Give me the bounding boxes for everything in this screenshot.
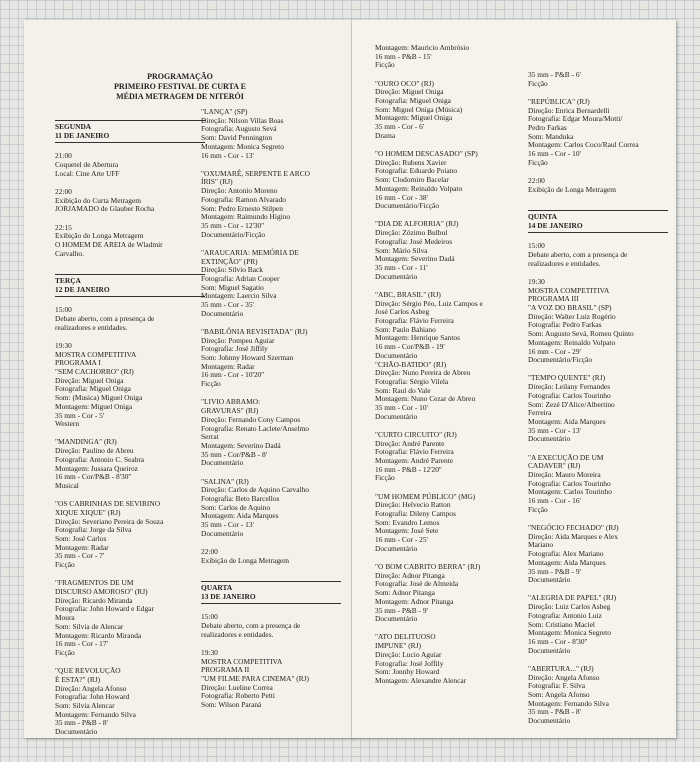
program-entry	[528, 242, 668, 268]
entry-line: Direção: Miguel Oniga	[375, 87, 444, 97]
program-entry	[201, 649, 341, 710]
entry-line: XIQUE XIQUE" (RJ)	[55, 507, 121, 517]
entry-line: 19:30	[201, 647, 218, 657]
entry-line: "O BOM CABRITO BERRA" (RJ)	[375, 562, 481, 572]
entry-line: Documentário	[375, 411, 418, 421]
entry-line: Ficção	[528, 504, 548, 514]
day-header	[528, 204, 668, 233]
entry-line: "UM HOMEM PÚBLICO" (MG)	[375, 491, 476, 501]
entry-line: Direção: Nilson Villas Boas	[201, 115, 284, 125]
program-sheet-right	[352, 20, 676, 738]
entry-line: "LANÇA" (SP)	[201, 107, 248, 116]
entry-line: Som: Zezé D'Alice/Albertino	[528, 399, 615, 409]
program-entry	[375, 150, 520, 211]
entry-line: 16 mm - Cor - 8'30''	[528, 636, 588, 646]
entry-line: Western	[55, 419, 80, 429]
entry-line: Montagem: Radar	[201, 361, 255, 371]
entry-line: Direção: Luiz Carlos Asbeg	[528, 602, 611, 612]
entry-line: José Carlos Asbeg	[375, 307, 430, 317]
entry-line: Direção: Sérgio Péo, Luiz Campos e	[375, 298, 483, 308]
entry-line: Exibição do Curta Metragem	[55, 195, 141, 205]
entry-line: Ferreira	[528, 408, 552, 418]
entry-line: Som: Jonnhy Howard	[375, 667, 440, 677]
entry-line: Som: Raul do Vale	[375, 385, 431, 395]
entry-line: Documentário	[201, 458, 244, 468]
entry-line: Montagem: Miguel Oniga	[375, 113, 453, 123]
program-entry	[528, 177, 668, 194]
entry-line: Direção: Antonio Moreno	[201, 186, 278, 196]
entry-line: 35 mm - Cor - 6'	[375, 122, 425, 132]
entry-line: 22:00	[55, 187, 72, 197]
program-entry	[375, 563, 520, 624]
entry-line: QUARTA	[201, 582, 233, 592]
entry-line: Fotografia: Jorge da Silva	[55, 525, 132, 535]
entry-line: Fotografia: Dileny Campos	[375, 509, 456, 519]
entry-line: Som: José Carlos	[55, 534, 107, 544]
program-entry	[55, 306, 205, 332]
program-entry	[55, 579, 205, 657]
program-entry	[528, 278, 668, 365]
program-entry	[375, 291, 520, 422]
program-entry	[55, 188, 205, 214]
entry-line: Montagem: Carlos Coco/Raul Correa	[528, 140, 639, 150]
program-entry	[528, 374, 668, 444]
entry-line: 35 mm - P&B - 9'	[375, 605, 428, 615]
entry-line: Direção: André Parente	[375, 438, 445, 448]
entry-line: 16 mm - Cor - 10'	[528, 149, 581, 159]
entry-line: 16 mm - Cor - 38'	[375, 192, 428, 202]
entry-line: Direção: Ricardo Miranda	[55, 595, 133, 605]
entry-line: 35 mm - P&B - 6'	[528, 70, 581, 79]
entry-line: 35 mm - P&B - 9'	[528, 566, 581, 576]
program-entry	[201, 328, 341, 389]
entry-line: 15:00	[528, 241, 545, 251]
entry-line: Ficção	[528, 157, 548, 167]
entry-line: Montagem: Henrique Santos	[375, 333, 460, 343]
entry-line: "TEMPO QUENTE" (RJ)	[528, 373, 606, 383]
entry-line: "FRAGMENTOS DE UM	[55, 578, 134, 588]
entry-line: GRAVURAS" (RJ)	[201, 406, 259, 416]
entry-line: Fotografia: Antonio C. Seabra	[55, 454, 145, 464]
program-entry	[528, 594, 668, 655]
entry-line: 35 mm - Cor - 35'	[201, 300, 254, 310]
entry-line: 22:15	[55, 222, 72, 232]
entry-line: "QUE REVOLUÇÃO	[55, 666, 121, 676]
entry-line: Fotografia: José de Almeida	[375, 579, 459, 589]
entry-line: "MANDINGA" (RJ)	[55, 437, 117, 447]
entry-line: Documentário	[528, 716, 571, 726]
entry-line: 35 mm - Cor - 7'	[55, 551, 105, 561]
entry-line: EXTINÇÃO" (PR)	[201, 256, 258, 266]
entry-line: "ABC, BRASIL" (RJ)	[375, 289, 441, 299]
program-entry	[201, 613, 341, 639]
entry-line: "CURTO CIRCUITO" (RJ)	[375, 429, 457, 439]
entry-line: "ATO DELITUOSO	[375, 632, 436, 642]
entry-line: 35 mm - Cor - 12'30''	[201, 220, 264, 230]
entry-line: 13 DE JANEIRO	[201, 591, 256, 601]
day-header	[55, 114, 205, 143]
entry-line: Som: Miguel Oniga (Música)	[375, 104, 463, 114]
entry-line: Som: Silvia Alencar	[55, 700, 115, 710]
entry-line: Fotografia: Edgar Moura/Motti/	[528, 114, 623, 124]
entry-line: Coquetel de Abertura	[55, 160, 119, 170]
entry-line: 16 mm - P&B - 15'	[375, 51, 432, 61]
entry-line: Som: Augusto Sevá, Romeu Quinto	[528, 329, 634, 339]
entry-line: Fotografia: Roberto Petti	[201, 691, 275, 701]
program-entry	[201, 170, 341, 240]
entry-line: Direção: Angela Afonso	[528, 672, 600, 682]
entry-line: Ficção	[375, 60, 395, 70]
entry-line: "REPÚBLICA" (RJ)	[528, 96, 590, 106]
entry-line: Montagem: Jussara Queiroz	[55, 463, 138, 473]
entry-line: 35 mm - P&B - 8'	[55, 718, 108, 728]
entry-line: Documentário	[528, 434, 571, 444]
entry-line: TERÇA	[55, 275, 81, 285]
entry-line: "SEM CACHORRO" (RJ)	[55, 367, 134, 377]
entry-line: 16 mm - Cor - 13'	[201, 150, 254, 160]
entry-line: ÍRIS" (RJ)	[201, 177, 233, 187]
entry-line: Montagem: André Parente	[375, 456, 453, 466]
entry-line: Fotografia: José Medeiros	[375, 236, 453, 246]
entry-line: Fotografia: Carlos Tourinho	[528, 478, 611, 488]
day-header	[55, 268, 205, 297]
entry-line: 12 DE JANEIRO	[55, 284, 110, 294]
entry-line: Direção: Helvecio Ratton	[375, 500, 451, 510]
entry-line: Montagem: Adnor Pitanga	[375, 596, 454, 606]
entry-line: Montagem: Fernando Silva	[55, 709, 136, 719]
entry-line: Som: Miguel Sagatio	[201, 282, 264, 292]
entry-line: Fotografia: John Howard	[55, 692, 130, 702]
entry-line: Ficção	[528, 78, 548, 88]
title-line: MÉDIA METRAGEM DE NITERÓI	[116, 92, 244, 101]
entry-line: Documentário	[55, 727, 98, 737]
entry-line: JORJAMADO de Glauber Rocha	[55, 204, 155, 214]
entry-line: Exibição de Longa Metragem	[201, 555, 290, 565]
entry-line: Montagem: Severino Dadá	[375, 254, 455, 264]
entry-line: Documentário	[375, 350, 418, 360]
entry-line: Ficção	[375, 473, 395, 483]
entry-line: 21:00	[55, 151, 72, 161]
entry-line: 22:00	[528, 176, 545, 186]
entry-line: Montagem: Laercio Silva	[201, 291, 277, 301]
entry-line: "UM FILME PARA CINEMA" (RJ)	[201, 673, 310, 683]
entry-line: "OS CABRINHAS DE SEVIRINO	[55, 499, 161, 509]
entry-line: Direção: Leilany Fernandes	[528, 382, 611, 392]
entry-line: "ALEGRIA DE PAPEL" (RJ)	[528, 593, 617, 603]
entry-line: Documentário/Ficção	[201, 229, 266, 239]
entry-line: MOSTRA COMPETITIVA	[55, 349, 137, 359]
program-column-4	[528, 71, 668, 735]
entry-line: 35 mm - P&B - 8'	[528, 707, 581, 717]
program-entry	[55, 667, 205, 737]
entry-line: Fotografia: John Howard e Edgar	[55, 604, 154, 614]
program-entry	[528, 98, 668, 168]
entry-line: Fotografia: Miguel Oniga	[375, 96, 451, 106]
entry-line: PROGRAMA III	[528, 294, 579, 304]
column-2-body	[201, 108, 341, 710]
entry-line: Direção: Walter Luiz Rogério	[528, 311, 616, 321]
entry-line: Montagem: Fernando Silva	[528, 698, 609, 708]
entry-line: Fotografia: Augusto Sevá	[201, 124, 277, 134]
entry-line: realizadores e entidades.	[55, 322, 128, 332]
entry-line: Exibição de Longa Metragem	[528, 184, 617, 194]
entry-line: Documentário	[528, 645, 571, 655]
entry-line: Exibição do Longa Metragem	[55, 231, 144, 241]
program-entry	[375, 44, 520, 70]
entry-line: "LIVIO ABRAMO:	[201, 397, 261, 407]
entry-line: Debate aberto, com a presença de	[528, 250, 628, 260]
entry-line: Som: Angela Afonso	[528, 689, 590, 699]
program-entry	[55, 152, 205, 178]
entry-line: 16 mm - Cor/P&B - 19'	[375, 342, 445, 352]
entry-line: CADAVER" (RJ)	[528, 461, 581, 471]
entry-line: realizadores e entidades.	[528, 258, 601, 268]
entry-line: Fotografia: José Joffily	[375, 658, 444, 668]
entry-line: Montagem: Ricardo Miranda	[55, 630, 142, 640]
entry-line: 16 mm - Cor - 16'	[528, 496, 581, 506]
entry-line: Direção: Fernando Cony Campos	[201, 414, 301, 424]
entry-line: IMPUNE" (RJ)	[375, 641, 421, 651]
entry-line: MOSTRA COMPETITIVA	[528, 285, 610, 295]
entry-line: Musical	[55, 481, 79, 490]
entry-line: Montagem: Alexandre Alencar	[375, 676, 467, 685]
entry-line: Montagem: Aida Marques	[528, 417, 606, 426]
entry-line: MOSTRA COMPETITIVA	[201, 656, 283, 666]
entry-line: Direção: Adnor Pitanga	[375, 570, 445, 580]
entry-line: 19:30	[528, 276, 545, 286]
entry-line: Fotografia: Pedro Farkas	[528, 320, 602, 330]
program-entry	[375, 431, 520, 483]
entry-line: Som: Clodomiro Bacelar	[375, 175, 449, 185]
program-entry	[55, 224, 205, 259]
entry-line: Direção: Silvio Back	[201, 265, 263, 275]
program-entry	[528, 524, 668, 585]
entry-line: Debate aberto, com a presença de	[55, 314, 155, 324]
title-line: PROGRAMAÇÃO	[147, 72, 213, 81]
entry-line: Som: Johnny Howard Szerman	[201, 353, 294, 363]
entry-line: Direção: Zózimo Bulbul	[375, 228, 448, 238]
program-entry	[201, 398, 341, 468]
entry-line: Montagem: Monica Segreto	[201, 141, 284, 151]
column-4-body	[528, 71, 668, 726]
entry-line: PROGRAMA I	[55, 358, 101, 368]
entry-line: Pedro Farkas	[528, 123, 567, 133]
entry-line: Fotografia: Eduardo Poiano	[375, 166, 458, 176]
entry-line: Montagem: Reinaldo Volpato	[375, 183, 463, 193]
entry-line: Documentário	[528, 575, 571, 585]
entry-line: 35 mm - Cor - 11'	[375, 262, 428, 272]
entry-line: Direção: Lueline Correa	[201, 682, 273, 692]
entry-line: Mariano	[528, 540, 554, 550]
entry-line: "A VOZ DO BRASIL" (SP)	[528, 303, 612, 313]
entry-line: Documentário	[201, 528, 244, 538]
program-entry	[375, 493, 520, 554]
program-entry	[375, 633, 520, 685]
entry-line: Serrat	[201, 432, 219, 442]
entry-line: Fotografia: Adrian Cooper	[201, 273, 280, 283]
entry-line: DISCURSO AMOROSO" (RJ)	[55, 587, 148, 597]
title-line: PRIMEIRO FESTIVAL DE CURTA E	[114, 82, 246, 91]
entry-line: Fotografia: Antonio Luiz	[528, 610, 602, 620]
entry-line: Direção: Nuno Pereira de Abreu	[375, 368, 471, 378]
entry-line: Som: Silvia de Alencar	[55, 621, 124, 631]
entry-line: Ficção	[201, 379, 221, 389]
program-entry	[375, 220, 520, 281]
program-entry	[201, 108, 341, 160]
program-entry	[528, 71, 668, 88]
column-1-body	[55, 114, 205, 737]
entry-line: Direção: Miguel Oniga	[55, 375, 124, 385]
entry-line: Montagem: Monica Segreto	[528, 628, 611, 638]
day-header	[201, 575, 341, 604]
entry-line: 11 DE JANEIRO	[55, 130, 110, 140]
entry-line: Fotografia: Alex Mariano	[528, 549, 604, 559]
entry-line: Montagem: Miguel Oniga	[55, 401, 133, 411]
entry-line: 14 DE JANEIRO	[528, 220, 583, 230]
entry-line: Fotografia: Beto Barcellos	[201, 493, 280, 503]
entry-line: Montagem: Aida Marques	[528, 557, 606, 567]
entry-line: Fotografia: F. Silva	[528, 681, 586, 691]
entry-line: Direção: Enrica Bernardelli	[528, 105, 610, 115]
entry-line: Direção: Severiano Pereira de Souza	[55, 516, 164, 526]
program-entry	[55, 438, 205, 490]
program-entry	[375, 80, 520, 141]
entry-line: Drama	[375, 130, 396, 140]
entry-line: Montagem: Carlos Tourinho	[528, 487, 612, 497]
entry-line: "CHÃO-BATIDO" (RJ)	[375, 359, 447, 369]
entry-line: "NEGÓCIO FECHADO" (RJ)	[528, 523, 619, 533]
entry-line: Documentário/Ficção	[528, 355, 593, 365]
entry-line: "OXUMARÊ, SERPENTE E ARCO	[201, 168, 310, 178]
entry-line: Som: Evandro Lemos	[375, 517, 440, 527]
entry-line: 22:00	[201, 546, 218, 556]
entry-line: Documentário/Ficção	[375, 201, 440, 211]
entry-line: 16 mm - Cor - 10'20''	[201, 370, 264, 380]
entry-line: Direção: Aida Marques e Alex	[528, 531, 618, 541]
entry-line: "ARAUCARIA: MEMÓRIA DE	[201, 247, 299, 257]
entry-line: "SALINA" (RJ)	[201, 476, 249, 486]
entry-line: "OURO OCO" (RJ)	[375, 78, 435, 88]
entry-line: Som: Wilson Paraná	[201, 700, 262, 710]
entry-line: Direção: Mauro Moreira	[528, 470, 601, 480]
entry-line: Som: Cristiano Maciel	[528, 619, 595, 629]
entry-line: Som: Pedro Ernesto Stilpen	[201, 203, 283, 213]
program-entry	[201, 249, 341, 319]
entry-line: Direção: Angela Afonso	[55, 683, 127, 693]
entry-line: 15:00	[201, 612, 218, 622]
entry-line: Documentário	[375, 271, 418, 281]
entry-line: Montagem: Mauricio Ambrósio	[375, 43, 470, 52]
entry-line: Direção: Pompeu Aguiar	[201, 335, 275, 345]
entry-line: Carvalho.	[55, 248, 84, 258]
entry-line: "BABILÔNIA REVISITADA" (RJ)	[201, 326, 308, 336]
entry-line: Montagem: Severino Dadá	[201, 440, 281, 450]
entry-line: 16 mm - Cor - 25'	[375, 535, 428, 545]
entry-line: Fotografia: Sérgio Vilela	[375, 376, 449, 386]
entry-line: Fotografia: Renato Laclete/Anselmo	[201, 423, 309, 433]
entry-line: Som: Mário Silva	[375, 245, 428, 255]
entry-line: 35 mm - Cor - 13'	[201, 520, 254, 530]
program-entry	[201, 478, 341, 539]
entry-line: Documentário	[375, 543, 418, 553]
entry-line: Fotografia: Carlos Tourinho	[528, 390, 611, 400]
entry-line: 16 mm - P&B - 12'20''	[375, 464, 442, 474]
entry-line: Documentário	[201, 308, 244, 318]
program-entry	[528, 454, 668, 515]
entry-line: "O HOMEM DESCASADO" (SP)	[375, 149, 478, 159]
entry-line: 16 mm - Cor - 29'	[528, 346, 581, 356]
entry-line: "ABERTURA..." (RJ)	[528, 663, 594, 673]
entry-line: 16 mm - Cor - 17'	[55, 639, 108, 649]
entry-line: Direção: Paulino de Abreu	[55, 446, 134, 456]
program-entry	[201, 548, 341, 565]
entry-line: Fotografia: Miguel Oniga	[55, 384, 131, 394]
entry-line: 35 mm - Cor/P&B - 8'	[201, 449, 268, 459]
column-3-body	[375, 44, 520, 686]
program-column-2	[201, 26, 341, 719]
entry-line: Direção: Carlos de Aquino Carvalho	[201, 485, 309, 495]
program-column-3	[375, 44, 520, 695]
entry-line: 35 mm - Cor - 10'	[375, 403, 428, 413]
entry-line: QUINTA	[528, 211, 558, 221]
entry-line: "A EXECUÇÃO DE UM	[528, 452, 604, 462]
entry-line: Som: Carlos de Aquino	[201, 502, 271, 512]
entry-line: 15:00	[55, 305, 72, 315]
entry-line: Montagem: Reinaldo Volpato	[528, 337, 616, 347]
entry-line: 35 mm - Cor - 5'	[55, 410, 105, 420]
entry-line: Fotografia: Ramon Alvarado	[201, 194, 286, 204]
entry-line: PROGRAMA II	[201, 665, 250, 675]
entry-line: Montagem: Nuno Cezar de Abreu	[375, 394, 476, 404]
entry-line: Moura	[55, 613, 75, 623]
program-entry	[528, 665, 668, 726]
entry-line: O HOMEM DE AREIA de Wladmir	[55, 240, 163, 250]
entry-line: Som: (Musica) Miguel Oniga	[55, 393, 143, 403]
entry-line: Direção: Rubens Xavier	[375, 157, 447, 167]
entry-line: Montagem: Aida Marques	[201, 511, 279, 521]
program-entry	[55, 500, 205, 570]
entry-line: Fotografia: Flávio Ferreira	[375, 315, 454, 325]
entry-line: Local: Cine Arte UFF	[55, 168, 120, 178]
entry-line: Fotografia: José Jiffily	[201, 344, 268, 354]
entry-line: realizadores e entidades.	[201, 629, 274, 639]
entry-line: Montagem: Radar	[55, 542, 109, 552]
entry-line: Som: Adnor Pitanga	[375, 588, 435, 598]
entry-line: SEGUNDA	[55, 122, 92, 131]
entry-line: 16 mm - Cor/P&B - 8'30''	[55, 472, 132, 482]
entry-line: Debate aberto, com a presença de	[201, 620, 301, 630]
entry-line: "DIA DE ALFORRIA" (RJ)	[375, 219, 459, 229]
entry-line: Ficção	[55, 560, 75, 570]
entry-line: Montagem: Raimundo Higino	[201, 212, 291, 222]
entry-line: Som: David Pennington	[201, 133, 273, 143]
program-entry	[55, 342, 205, 429]
entry-line: Montagem: José Sete	[375, 526, 439, 536]
entry-line: Direção: Lucio Aguiar	[375, 649, 442, 659]
program-sheet-left	[24, 20, 354, 738]
entry-line: Som: Paulo Bahiano	[375, 324, 436, 334]
entry-line: 19:30	[55, 340, 72, 350]
entry-line: Fotografia: Flávio Ferreira	[375, 447, 454, 457]
entry-line: Documentário	[375, 614, 418, 624]
entry-line: 35 mm - Cor - 13'	[528, 425, 581, 435]
entry-line: Ficção	[55, 647, 75, 657]
entry-line: Som: Manduka	[528, 131, 574, 141]
entry-line: É ESTA?" (RJ)	[55, 674, 101, 684]
